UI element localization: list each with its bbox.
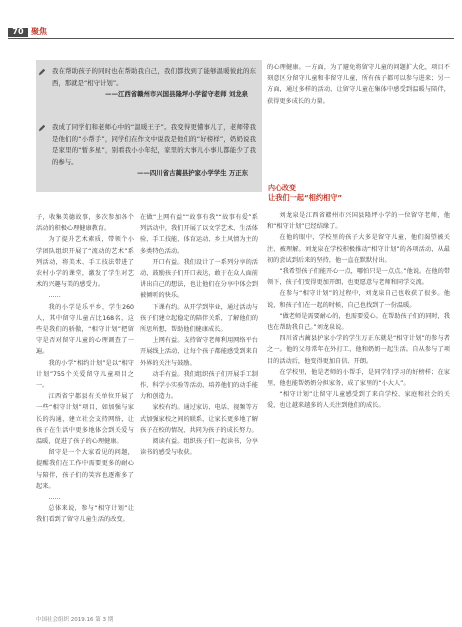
quote-1-source: ——江西省赣州市兴国县隆坪小学留守老师 刘龙泉 [105,90,248,98]
header-rule [8,38,454,39]
body-column-right [267,210,450,614]
body-column-left [36,212,134,614]
paragraph: 为了提升艺术素质，带领个小学团队组织开展了“流动的艺术”系列活动，将美术、手工技法带进了农村小学的课堂，激发了学生对艺术的兴趣与美的感受力。 [36,236,134,289]
paragraph: 总体来说，参与“相守计划”让我们看到了留守儿童生活的改变。 [36,505,134,524]
paragraph: 阅读有益。组织孩子们一起读书，分享读书的感受与收获。 [140,438,258,457]
paragraph: 我的小学“相约计划”是以“相守计划”755个关爱留守儿童项目之一。 [36,359,134,390]
subhead-title: 让我们一起“相约相守” [268,193,343,202]
paragraph: 开口有益。我们设计了一系列分享的活动，鼓励孩子们开口表达，敢于在众人面前讲出自己的想法，也让他们在分享中体会到被倾听的快乐。 [140,258,258,300]
page-number: 70 [12,27,24,36]
quote-2-source: ——四川省古蔺县护家小学学生 万正东 [137,169,248,177]
paragraph: “我希望孩子们能开心一点，哪怕只是一点点。”他说。在他的带领下，孩子们变得更加开朗，也更愿意与老师和同学交流。 [267,268,450,287]
page-footer: 中国社会组织 2019.16 第 3 期 [36,617,114,623]
quote-1 [44,66,256,101]
quote-2 [44,122,256,180]
paragraph: 动手有益。我们组织孩子们开展手工制作、科学小实验等活动，培养他们的动手能力和创造力。 [140,370,258,401]
paragraph: 刘龙泉是江西省赣州市兴国县隆坪小学的一位留守老师，他和“相守计划”已经结缘了。 [267,212,450,231]
section-name: 聚焦 [31,27,47,36]
subhead-kicker: 内心改变 [268,184,296,192]
pencil-icon [38,68,46,76]
pencil-icon [38,124,46,132]
paragraph: 留守是一个大家看见的问题，提醒我们在工作中需要更多的耐心与陪伴，孩子们的笑容也逐渐多了起来。 [36,449,134,490]
paragraph: 上网有益。支持留守老师利用网络平台开展线上活动，让每个孩子都能感受到来自外界的关注与鼓励。 [140,337,258,367]
paragraph: 子，收集美德故事，多次参加各个活动的积极心理健康教育。 [36,214,134,233]
paragraph: “做老师是需要耐心的，也需要爱心。在帮助孩子们的同时，我也在帮助我自己。”刘龙泉说。 [267,312,450,332]
page-header [0,0,462,40]
body-column-right-top [267,62,450,182]
paragraph: 在做“上网有益”“故事有我”“故事有爱”系列活动中，我们开展了以文学艺术、生活体验、手工技能、体育运动、乡土风情为主的多类特色活动。 [140,214,258,255]
paragraph: 我的小学是乐平乡，学生260人，其中留守儿童占比168名，这些是我们的骄傲，“相守计划”把留守是否对留守儿童的心理调查了一遍。 [36,303,134,356]
paragraph: 的心理健康。一方面，为了避免将留守儿童的问题扩大化，项目不刻意区分留守儿童和非留守儿童，所有孩子都可以参与进来；另一方面，通过多样的活动，让留守儿童在集体中感受到温暖与陪伴，获得更多成长的力量。 [267,64,450,105]
paragraph: 在学校里，他是老师的小帮手，是同学们学习的好榜样；在家里，他也能帮奶奶分担家务，成了家里的“小大人”。 [267,368,450,388]
paragraph: 在参与“相守计划”的过程中，刘龙泉自己也收获了很多。他说，和孩子们在一起的时候，自己也找到了一份温暖。 [267,290,450,309]
body-column-middle [140,212,258,614]
paragraph: 下课有约。从开学到毕业，通过活动与孩子们建立起稳定的陪伴关系，了解他们的所思所想，帮助他们健康成长。 [140,303,258,334]
paragraph: “相守计划”让留守儿童感受到了来自学校、家庭和社会的关爱，也让越来越多的人关注到他们的成长。 [267,391,450,410]
quote-box [36,60,262,192]
quote-2-text: 我成了同学们和老师心中的“温暖王子”。我变得更懂事儿了，老师带我是他们的“小帮手”，同学们在作文中说我是他们的“好榜样”，奶奶说我是家里的“暂多星”，别看我小小年纪，家里的大事儿小事儿都能少了我的参与。 [52,123,256,166]
paragraph: 在他的眼中，学校里的孩子大多是留守儿童，他们渴望被关注、被理解。刘龙泉在学校积极推动“相守计划”的各项活动，从最初的尝试到后来的坚持，他一直在默默付出。 [267,234,450,264]
paragraph: 家校有约。通过家访、电话、视频等方式加强家校之间的联系，让家长更多地了解孩子在校的情况，共同为孩子的成长努力。 [140,404,258,434]
paragraph: …… [48,292,61,300]
paragraph: 四川省古蔺县护家小学的学生万正东就是“相守计划”的参与者之一。他的父母常年在外打工，他和奶奶一起生活。自从参与了项目的活动后，他变得更加自信、开朗。 [267,335,450,365]
paragraph: 江西省宁都县有关单位开展了一些“相守计划”项目，如加强与家长的沟通，建立社会支持网络，让孩子在生活中更多地体会到关爱与温暖，促进了孩子的心理健康。 [36,393,134,446]
paragraph: …… [48,494,61,502]
quote-1-text: 我在帮助孩子的同时也在帮助我自己，我们都找到了能够温暖彼此的东西，那就是“相守计划”。 [52,67,256,87]
section-subhead [268,183,448,203]
